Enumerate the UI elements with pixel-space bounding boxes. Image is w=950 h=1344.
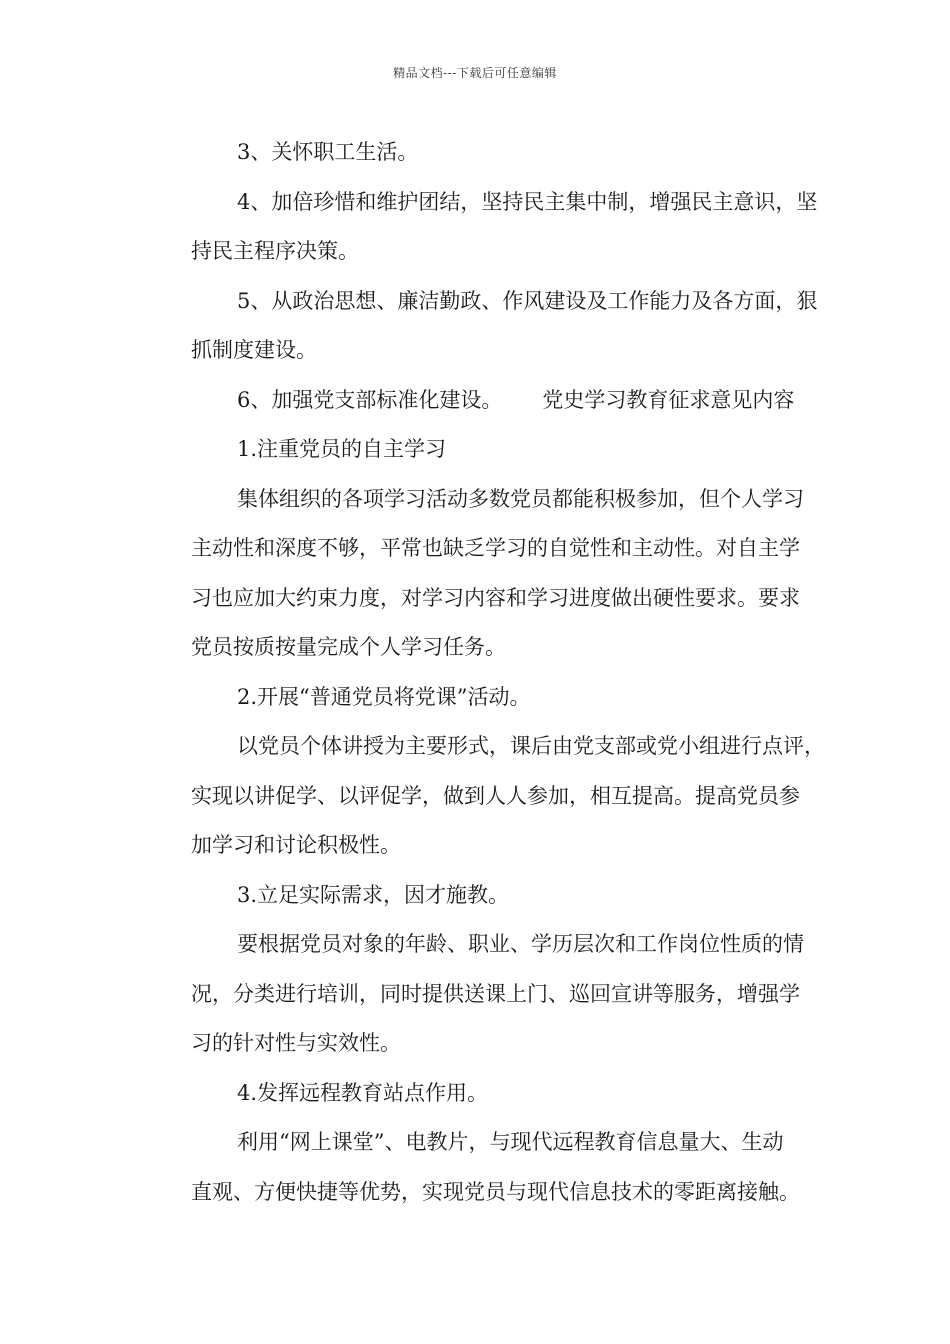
section-heading-2 (145, 673, 807, 723)
page-header: 精品文档---下载后可任意编辑 (393, 66, 557, 80)
text-line: 集体组织的各项学习活动多数党员都能积极参加，但个人学习 (237, 486, 804, 511)
text-line: 加学习和讨论积极性。 (191, 833, 401, 857)
text-line: 主动性和深度不够，平常也缺乏学习的自觉性和主动性。对自主学 (191, 536, 800, 560)
text-line: 5、从政治思想、廉洁勤政、作风建设及工作能力及各方面，狠 (237, 288, 818, 313)
section-heading-3 (145, 871, 807, 921)
text-line: 实现以讲促学、以评促学，做到人人参加，相互提高。提高党员参 (191, 783, 800, 808)
section-paragraph-1 (145, 475, 807, 673)
text-line: 党员按质按量完成个人学习任务。 (191, 635, 506, 659)
text-line: 4、加倍珍惜和维护团结，坚持民主集中制，增强民主意识，坚 (237, 189, 818, 214)
section-heading-1 (145, 425, 807, 475)
text-line: 1.注重党员的自主学习 (237, 437, 447, 461)
text-line: 4.发挥远程教育站点作用。 (237, 1080, 489, 1105)
text-line: 6、加强党支部标准化建设。 党史学习教育征求意见内容 (237, 387, 795, 412)
section-paragraph-4 (145, 1118, 807, 1217)
section-paragraph-2 (145, 722, 825, 871)
paragraph-item-5 (145, 277, 818, 376)
text-line: 利用“网上课堂”、电教片，与现代远程教育信息量大、生动 (237, 1130, 784, 1154)
text-line: 要根据党员对象的年龄、职业、学历层次和工作岗位性质的情 (237, 932, 804, 956)
text-line: 持民主程序决策。 (191, 239, 359, 263)
section-paragraph-3 (145, 920, 807, 1069)
text-line: 况，分类进行培训，同时提供送课上门、巡回宣讲等服务，增强学 (191, 981, 800, 1006)
paragraph-item-6 (145, 376, 807, 426)
text-line: 抓制度建设。 (191, 338, 317, 362)
paragraph-item-4 (145, 178, 818, 277)
text-line: 3.立足实际需求，因才施教。 (237, 882, 510, 907)
section-heading-4 (145, 1069, 807, 1119)
text-line: 3、关怀职工生活。 (237, 140, 419, 164)
text-line: 以党员个体讲授为主要形式，课后由党支部或党小组进行点评， (237, 734, 825, 758)
document-body (145, 128, 825, 1217)
paragraph-item-3 (145, 128, 807, 178)
text-line: 直观、方便快捷等优势，实现党员与现代信息技术的零距离接触。 (191, 1179, 800, 1204)
text-line: 习也应加大约束力度，对学习内容和学习进度做出硬性要求。要求 (191, 585, 800, 610)
text-line: 习的针对性与实效性。 (191, 1031, 401, 1055)
text-line: 2.开展“普通党员将党课”活动。 (237, 684, 531, 709)
